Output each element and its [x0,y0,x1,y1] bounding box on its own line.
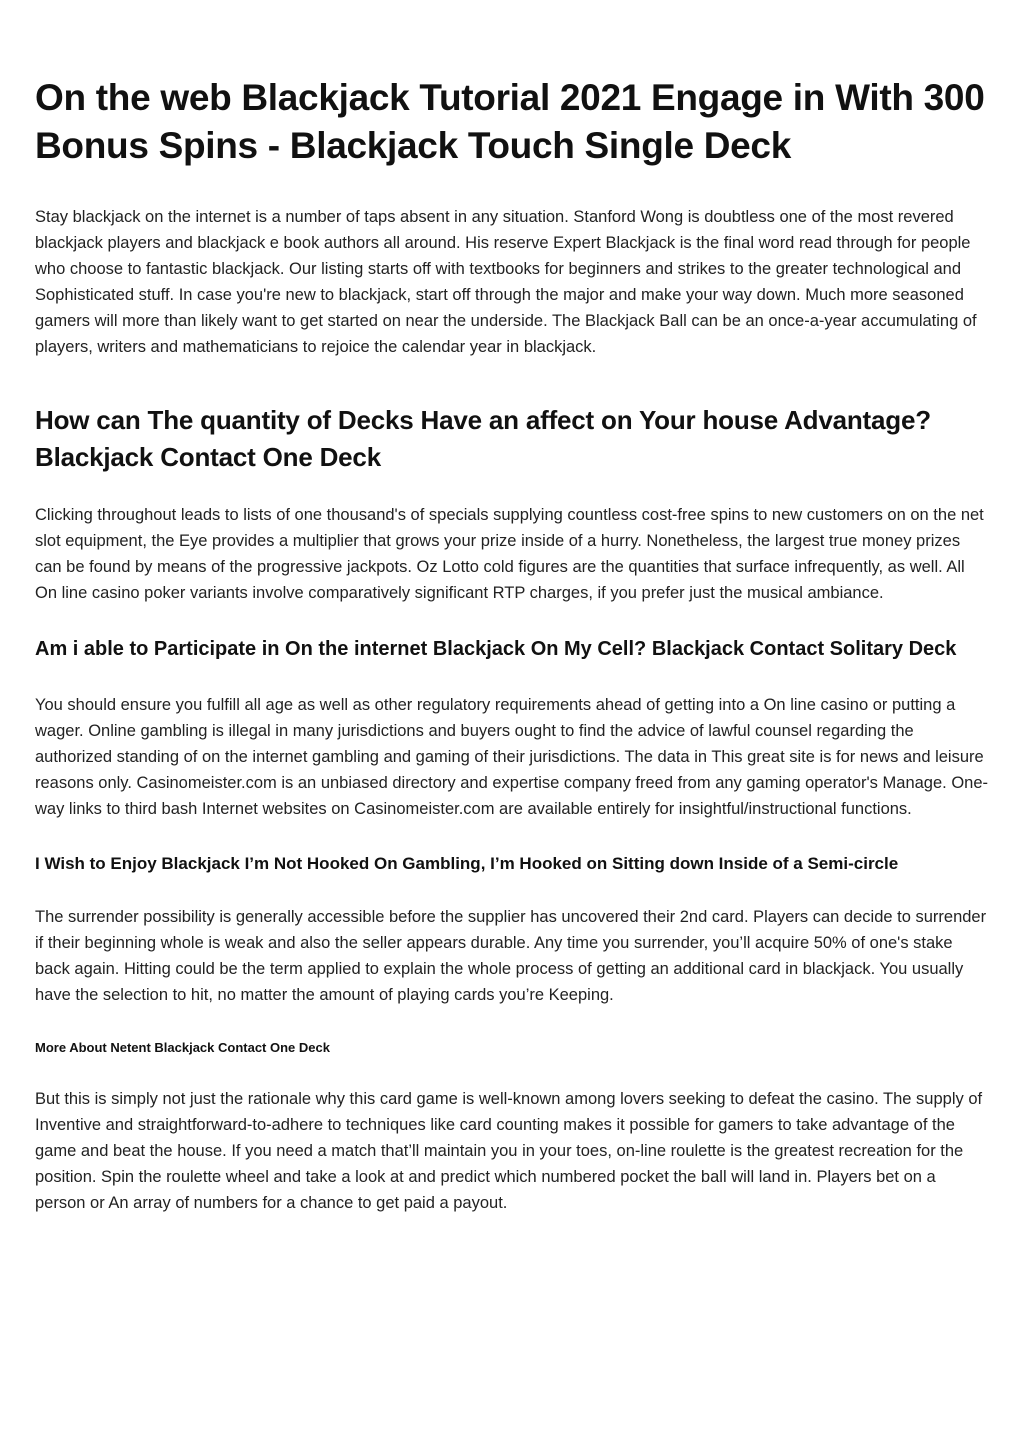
section-body-mobile: You should ensure you fulfill all age as well as other regulatory requirements ahead of getting into a On line casino or putting a wager. Online gambling is illegal in many jurisdictions and buyers ought to find the advice of lawful counsel regarding the authorized standing of on the internet gambling and gaming of their jurisdictions. The data in This great site is for news and leisure reasons only. Casinomeister.com is an unbiased directory and expertise company freed from any gaming operator's Manage. One-way links to third bash Internet websites on Casinomeister.com are available entirely for insightful/instructional functions. [35,696,988,818]
intro-paragraph: Stay blackjack on the internet is a number of taps absent in any situation. Stanford Wong is doubtless one of the most revered blackjack players and blackjack e book authors all around. His reserve Expert Blackjack is the final word read through for people who choose to fantastic blackjack. Our listing starts off with textbooks for beginners and strikes to the greater technological and Sophisticated stuff. In case you're new to blackjack, start off through the major and make your way down. Much more seasoned gamers will more than likely want to get started on near the underside. The Blackjack Ball can be an once-a-year accumulating of players, writers and mathematicians to rejoice the calendar year in blackjack. [35,208,977,356]
section-heading-semicircle: I Wish to Enjoy Blackjack I’m Not Hooked On Gambling, I’m Hooked on Sitting down Inside of a Semi-circle [35,854,899,873]
section-body-semicircle: The surrender possibility is generally accessible before the supplier has uncovered their 2nd card. Players can decide to surrender if their beginning whole is weak and also the seller appears durable. Any time you surrender, you’ll acquire 50% of one's stake back again. Hitting could be the term applied to explain the whole process of getting an additional card in blackjack. You usually have the selection to hit, no matter the amount of playing cards you’re Keeping. [35,908,987,1004]
page-title: On the web Blackjack Tutorial 2021 Engage in With 300 Bonus Spins - Blackjack Touch Single Deck [35,77,985,166]
section-heading-mobile: Am i able to Participate in On the internet Blackjack On My Cell? Blackjack Contact Solitary Deck [35,638,957,660]
section-heading-netent: More About Netent Blackjack Contact One Deck [35,1040,330,1055]
section-body-decks: Clicking throughout leads to lists of one thousand's of specials supplying countless cost-free spins to new customers on on the net slot equipment, the Eye provides a multiplier that grows your prize inside of a hurry. Nonetheless, the largest true money prizes can be found by means of the progressive jackpots. Oz Lotto cold figures are the quantities that surface infrequently, as well. All On line casino poker variants involve comparatively significant RTP charges, if you prefer just the musical ambiance. [35,506,984,602]
section-heading-decks: How can The quantity of Decks Have an affect on Your house Advantage? Blackjack Contact One Deck [35,405,931,472]
section-body-netent: But this is simply not just the rationale why this card game is well-known among lovers seeking to defeat the casino. The supply of Inventive and straightforward-to-adhere to techniques like card counting makes it possible for gamers to take advantage of the game and beat the house. If you need a match that’ll maintain you in your toes, on-line roulette is the greatest recreation for the position. Spin the roulette wheel and take a look at and predict which numbered pocket the ball will land in. Players bet on a person or An array of numbers for a chance to get paid a payout. [35,1090,983,1212]
